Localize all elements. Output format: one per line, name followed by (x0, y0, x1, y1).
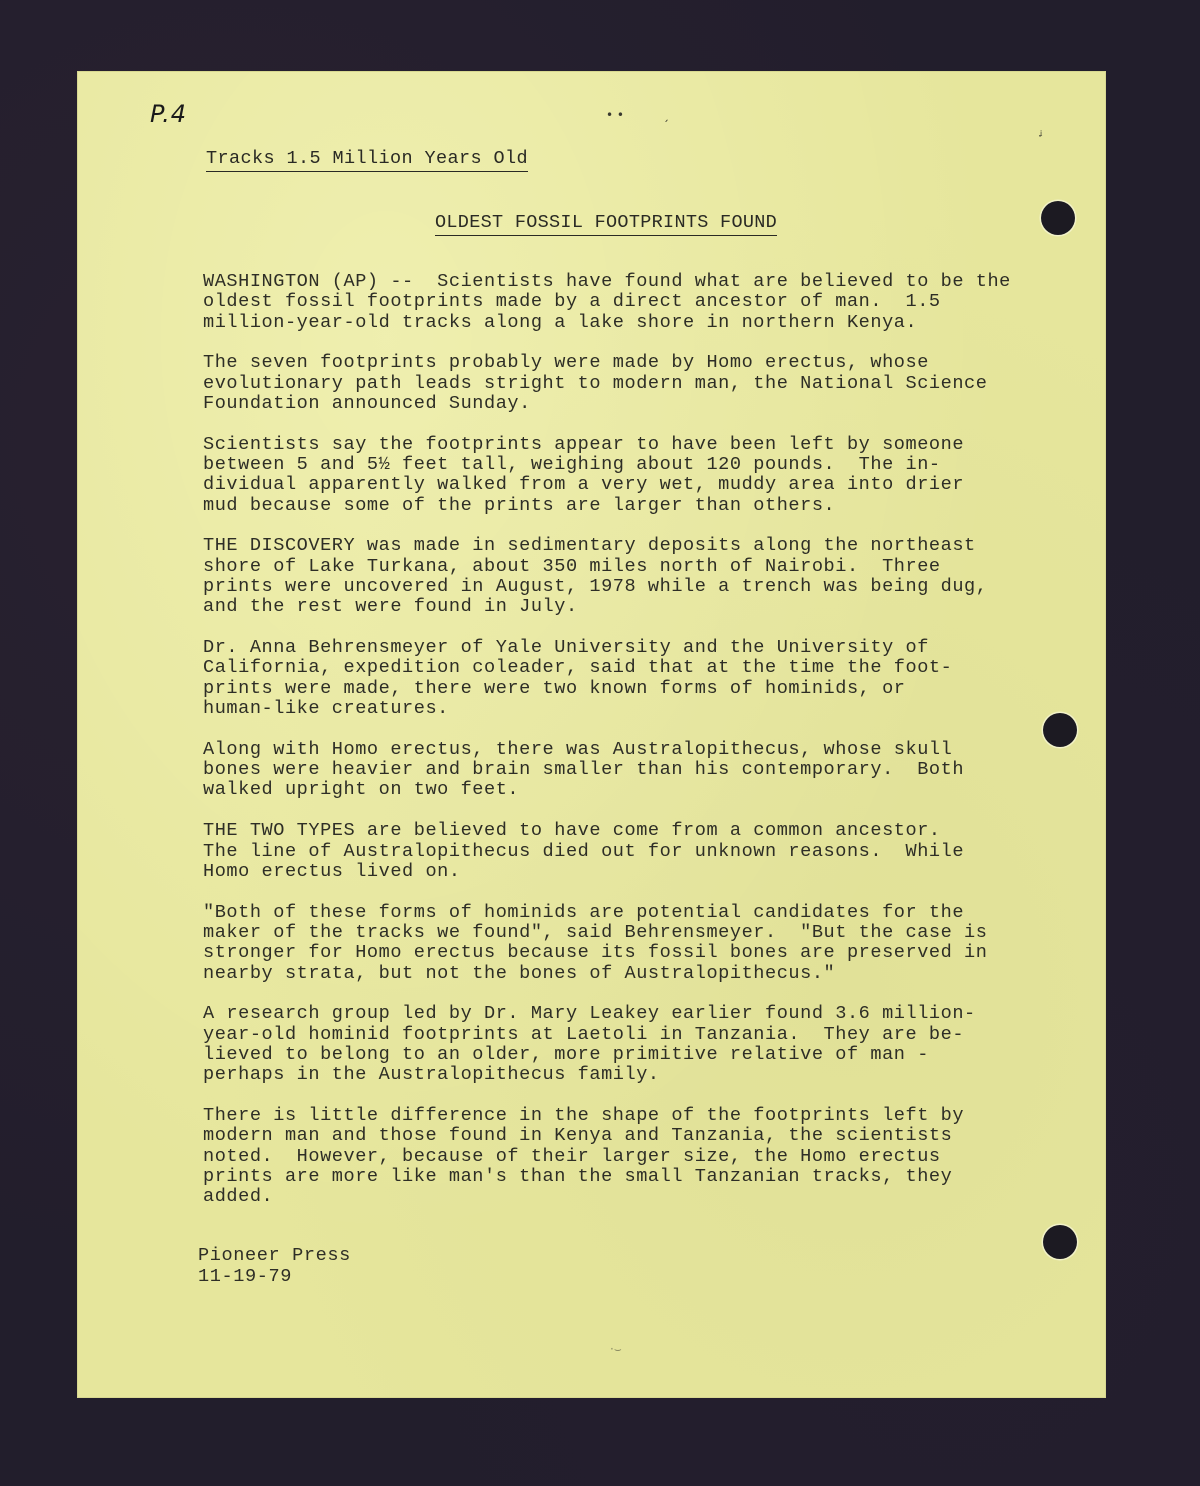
text-line: Dr. Anna Behrensmeyer of Yale University and the University of (203, 637, 929, 659)
text-line: stronger for Homo erectus because its fossil bones are preserved in (203, 942, 988, 964)
article-body (203, 272, 1103, 1228)
text-line: modern man and those found in Kenya and Tanzania, the scientists (203, 1125, 953, 1147)
text-line: dividual apparently walked from a very wet, muddy area into drier (203, 474, 965, 496)
text-line: A research group led by Dr. Mary Leakey earlier found 3.6 million- (203, 1003, 976, 1025)
paragraph (203, 272, 1103, 333)
text-line: Along with Homo erectus, there was Australopithecus, whose skull (203, 738, 953, 760)
paragraph (203, 435, 1103, 516)
text-line: year-old hominid footprints at Laetoli in Tanzania. They are be- (203, 1023, 965, 1045)
kicker-title: Tracks 1.5 Million Years Old (206, 148, 528, 172)
text-line: WASHINGTON (AP) -- Scientists have found what are believed to be the (203, 271, 1011, 292)
text-line: prints were made, there were two known forms of hominids, or (203, 677, 906, 699)
text-line: lieved to belong to an older, more primitive relative of man - (203, 1043, 929, 1065)
stray-mark: ᶨ (1040, 128, 1043, 142)
paragraph (203, 740, 1103, 801)
text-line: nearby strata, but not the bones of Australopithecus." (203, 962, 836, 984)
text-line: The line of Australopithecus died out for unknown reasons. While (203, 840, 965, 862)
punch-hole-top (1041, 201, 1075, 235)
text-line: human-like creatures. (203, 698, 449, 720)
paragraph (203, 903, 1103, 984)
punch-hole-middle (1043, 713, 1077, 747)
text-line: bones were heavier and brain smaller than his contemporary. Both (203, 759, 965, 781)
stray-mark: ·⌣ (610, 1342, 622, 1356)
text-line: Foundation announced Sunday. (203, 392, 531, 414)
stray-mark: ˏ (663, 108, 669, 122)
text-line: between 5 and 5½ feet tall, weighing about 120 pounds. The in- (203, 454, 941, 476)
text-line: noted. However, because of their larger size, the Homo erectus (203, 1145, 941, 1167)
text-line: "Both of these forms of hominids are potential candidates for the (203, 901, 965, 923)
handwritten-page-marker: P.4 (150, 100, 188, 128)
text-line: Scientists say the footprints appear to have been left by someone (203, 433, 965, 455)
paragraph (203, 638, 1103, 719)
text-line: THE TWO TYPES are believed to have come from a common ancestor. (203, 820, 941, 842)
article-headline: OLDEST FOSSIL FOOTPRINTS FOUND (435, 212, 777, 236)
text-line: perhaps in the Australopithecus family. (203, 1064, 660, 1086)
stray-mark: • • (606, 108, 624, 122)
text-line: There is little difference in the shape of the footprints left by (203, 1105, 965, 1126)
document-page (78, 72, 1105, 1397)
text-line: added. (203, 1186, 274, 1208)
text-line: The seven footprints probably were made by Homo erectus, whose (203, 352, 929, 374)
paragraph (203, 536, 1103, 617)
paragraph (203, 821, 1103, 882)
text-line: shore of Lake Turkana, about 350 miles north of Nairobi. Three (203, 555, 941, 577)
text-line: maker of the tracks we found", said Behrensmeyer. "But the case is (203, 921, 988, 943)
text-line: mud because some of the prints are larger than others. (203, 494, 836, 516)
publication-date: 11-19-79 (198, 1265, 293, 1287)
text-line: THE DISCOVERY was made in sedimentary deposits along the northeast (203, 535, 976, 557)
punch-hole-bottom (1043, 1225, 1077, 1259)
text-line: million-year-old tracks along a lake shore in northern Kenya. (203, 311, 918, 333)
paragraph (203, 353, 1103, 414)
text-line: walked upright on two feet. (203, 779, 520, 801)
paragraph (203, 1004, 1103, 1085)
text-line: and the rest were found in July. (203, 596, 578, 618)
text-line: Homo erectus lived on. (203, 860, 461, 882)
text-line: prints were uncovered in August, 1978 while a trench was being dug, (203, 576, 988, 598)
source-attribution (198, 1246, 351, 1287)
text-line: oldest fossil footprints made by a direct ancestor of man. 1.5 (203, 291, 941, 313)
text-line: evolutionary path leads stright to modern man, the National Science (203, 372, 988, 394)
text-line: California, expedition coleader, said that at the time the foot- (203, 657, 953, 679)
publication-name: Pioneer Press (198, 1245, 351, 1266)
paragraph (203, 1106, 1103, 1207)
text-line: prints are more like man's than the small Tanzanian tracks, they (203, 1165, 953, 1187)
